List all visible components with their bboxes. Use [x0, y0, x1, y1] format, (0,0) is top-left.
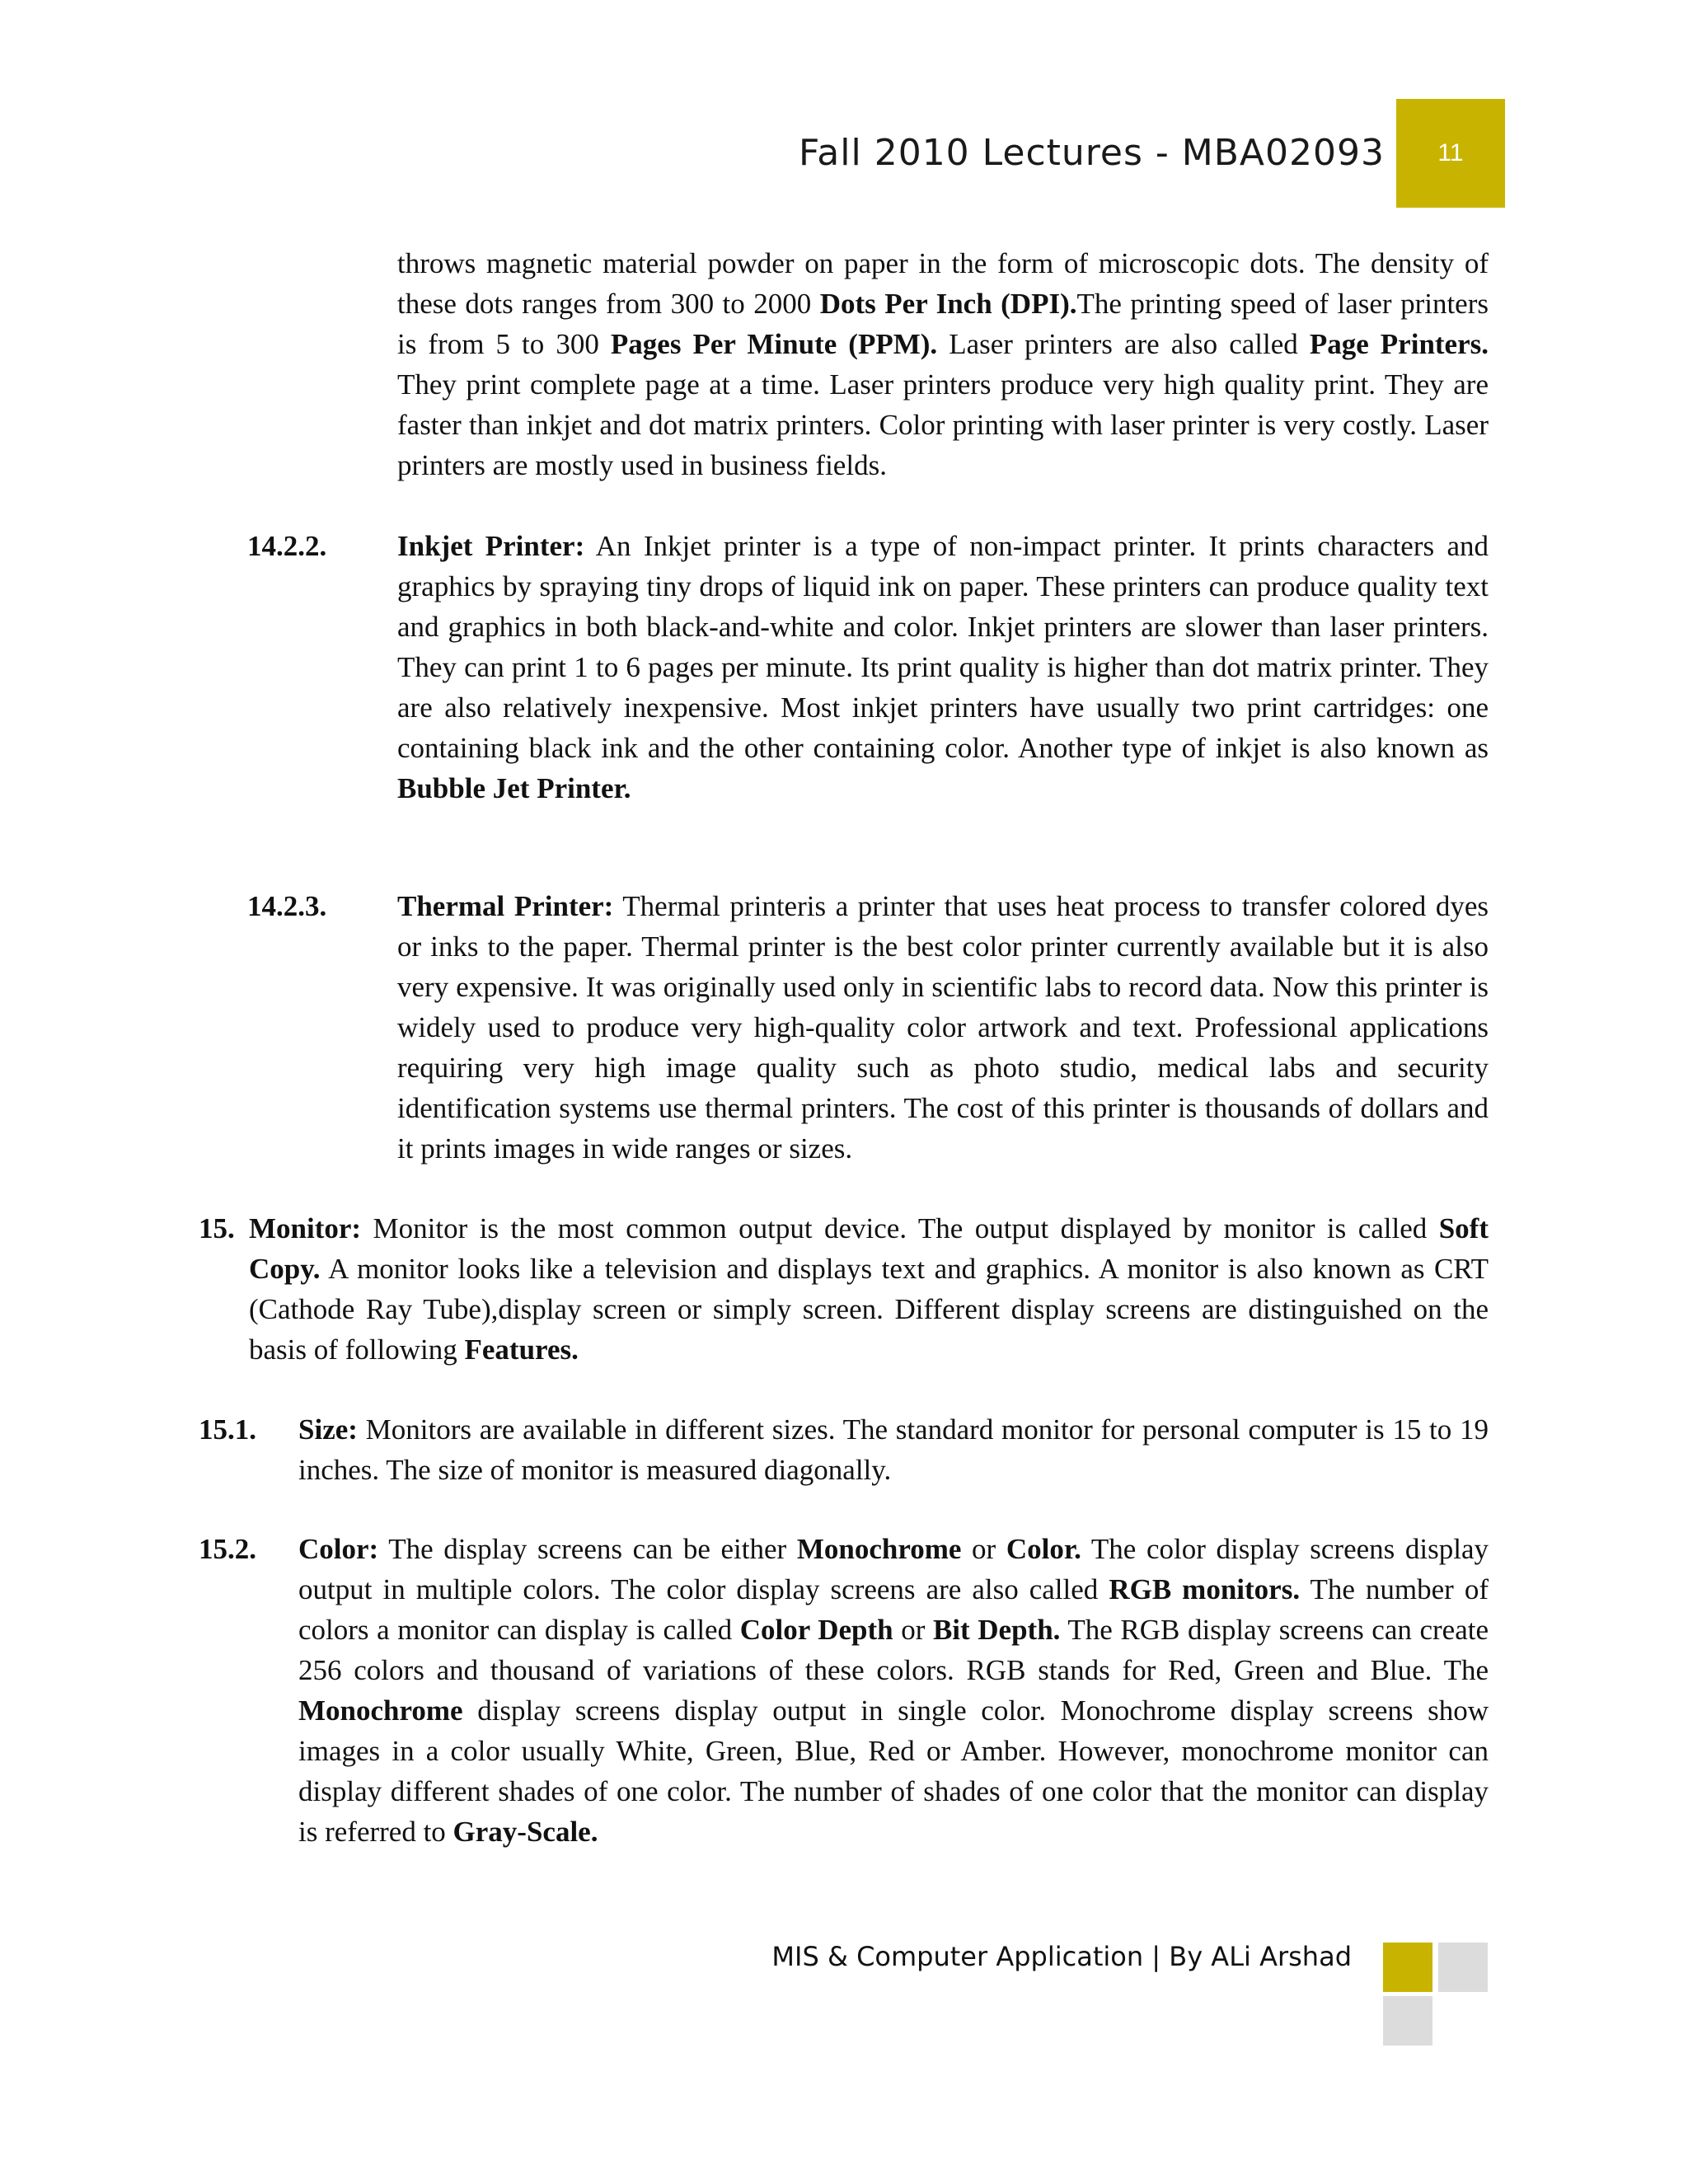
color-heading: Color: [298, 1533, 379, 1565]
page-number-box [1396, 99, 1505, 208]
thermal-heading: Thermal Printer: [397, 890, 614, 922]
laser-printer-paragraph: throws magnetic material powder on paper in the form of microscopic dots. The density of these dots ranges from 300 to 2000 Dots Per Inch (DPI).The printing speed of laser printers is from 5 to 300 Pages Per Minute (PPM). Laser printers are also called Page Printers. They print complete page at a time. Laser printers produce very high quality print. They are faster than inkjet and dot matrix printers. Color printing with laser printer is very costly. Laser printers are mostly used in business fields. [397, 247, 1489, 481]
section-number-inkjet: 14.2.2. [247, 530, 327, 562]
section-number-thermal: 14.2.3. [247, 890, 327, 922]
section-number-monitor: 15. [199, 1212, 235, 1244]
footer-text: MIS & Computer Application | By ALi Arshad [771, 1941, 1352, 1972]
section-number-size: 15.1. [199, 1413, 256, 1446]
size-heading: Size: [298, 1413, 358, 1446]
size-paragraph: Size: Monitors are available in different sizes. The standard monitor for personal computer is 15 to 19 inches. The size of monitor is measured diagonally. [298, 1413, 1489, 1486]
inkjet-heading: Inkjet Printer: [397, 530, 585, 562]
page-header-title: Fall 2010 Lectures - MBA02093 [799, 132, 1385, 174]
footer-decor-square-gold [1383, 1943, 1432, 1992]
page-number: 11 [1437, 139, 1464, 166]
monitor-paragraph: Monitor: Monitor is the most common output device. The output displayed by monitor is called Soft Copy. A monitor looks like a television and displays text and graphics. A monitor is also known as CRT (Cathode Ray Tube),display screen or simply screen. Different display screens are distinguished on the basis of following Features. [249, 1212, 1489, 1366]
section-number-color: 15.2. [199, 1533, 256, 1565]
footer-decor-square-gray-right [1438, 1943, 1488, 1992]
footer-decor-square-gray-bottom [1383, 1996, 1432, 2046]
inkjet-printer-paragraph: Inkjet Printer: An Inkjet printer is a type of non-impact printer. It prints characters and graphics by spraying tiny drops of liquid ink on paper. These printers can produce quality text and graphics in both black-and-white and color. Inkjet printers are slower than laser printers. They can print 1 to 6 pages per minute. Its print quality is higher than dot matrix printer. They are also relatively inexpensive. Most inkjet printers have usually two print cartridges: one containing black ink and the other containing color. Another type of inkjet is also known as Bubble Jet Printer. [397, 530, 1489, 804]
monitor-heading: Monitor: [249, 1212, 362, 1244]
color-paragraph: Color: The display screens can be either Monochrome or Color. The color display screens display output in multiple colors. The color display screens are also called RGB monitors. The number of colors a monitor can display is called Color Depth or Bit Depth. The RGB display screens can create 256 colors and thousand of variations of these colors. RGB stands for Red, Green and Blue. The Monochrome display screens display output in single color. Monochrome display screens show images in a color usually White, Green, Blue, Red or Amber. However, monochrome monitor can display different shades of one color. The number of shades of one color that the monitor can display is referred to Gray-Scale. [298, 1533, 1489, 1848]
thermal-printer-paragraph: Thermal Printer: Thermal printeris a printer that uses heat process to transfer colored dyes or inks to the paper. Thermal printer is the best color printer currently available but it is also very expensive. It was originally used only in scientific labs to record data. Now this printer is widely used to produce very high-quality color artwork and text. Professional applications requiring very high image quality such as photo studio, medical labs and security identification systems use thermal printers. The cost of this printer is thousands of dollars and it prints images in wide ranges or sizes. [397, 890, 1489, 1165]
